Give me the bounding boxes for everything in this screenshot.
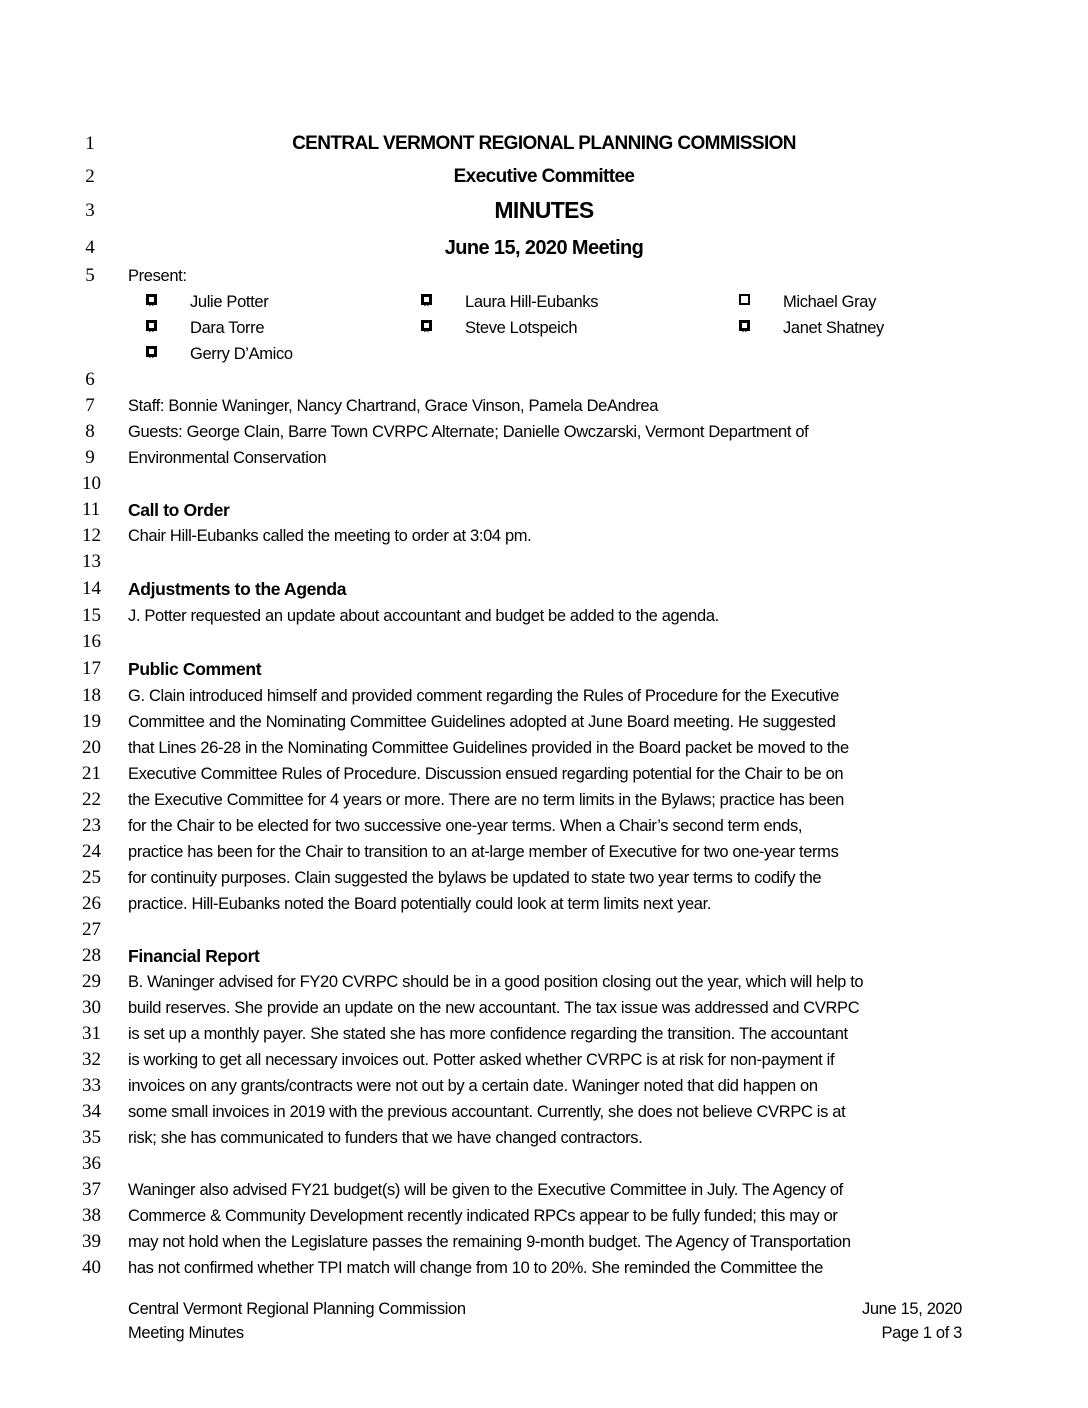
attendee-steve-lotspeich xyxy=(421,315,671,341)
paragraph-line: that Lines 26-28 in the Nominating Committee Guidelines provided in the Board packet be moved to the xyxy=(128,739,849,757)
attendee-gerry-damico xyxy=(146,341,366,367)
checkbox-checked-icon[interactable] xyxy=(421,294,432,305)
paragraph-line: invoices on any grants/contracts were not out by a certain date. Waninger noted that did happen on xyxy=(128,1077,818,1095)
paragraph-line: Executive Committee Rules of Procedure. Discussion ensued regarding potential for the Chair to be on xyxy=(128,765,844,783)
line-14 xyxy=(0,576,1088,602)
line-number: 29 xyxy=(82,971,101,992)
line-13 xyxy=(0,549,1088,575)
paragraph-line: practice. Hill-Eubanks noted the Board potentially could look at term limits next year. xyxy=(128,895,712,913)
line-1 xyxy=(0,131,1088,157)
line-number: 23 xyxy=(82,815,101,836)
line-number: 14 xyxy=(82,578,101,599)
line-number: 15 xyxy=(82,605,101,626)
line-number: 36 xyxy=(82,1153,101,1174)
line-22 xyxy=(0,787,1088,813)
checkbox-checked-icon[interactable] xyxy=(421,320,432,331)
footer-left xyxy=(128,1297,466,1345)
line-number: 3 xyxy=(85,200,95,221)
committee-title: Executive Committee xyxy=(453,166,635,187)
line-29 xyxy=(0,969,1088,995)
checkbox-checked-icon[interactable] xyxy=(146,346,157,357)
line-17 xyxy=(0,656,1088,682)
line-number: 17 xyxy=(82,658,101,679)
attendee-name: Steve Lotspeich xyxy=(465,319,578,337)
checkbox-checked-icon[interactable] xyxy=(146,294,157,305)
attendee-janet-shatney xyxy=(739,315,959,341)
line-18 xyxy=(0,683,1088,709)
line-number: 18 xyxy=(82,685,101,706)
line-number: 38 xyxy=(82,1205,101,1226)
line-4 xyxy=(0,235,1088,261)
line-23 xyxy=(0,813,1088,839)
line-number: 11 xyxy=(82,499,101,520)
meeting-date-title: June 15, 2020 Meeting xyxy=(444,237,644,259)
paragraph-line: for continuity purposes. Clain suggested the bylaws be updated to state two year terms to codify the xyxy=(128,869,822,887)
line-number: 9 xyxy=(85,447,95,468)
line-number: 7 xyxy=(85,395,95,416)
footer-date: June 15, 2020 xyxy=(861,1300,962,1318)
line-6 xyxy=(0,367,1088,393)
line-27 xyxy=(0,917,1088,943)
paragraph-line: Committee and the Nominating Committee Guidelines adopted at June Board meeting. He suggested xyxy=(128,713,836,731)
footer-organization: Central Vermont Regional Planning Commission xyxy=(128,1300,466,1318)
present-label: Present: xyxy=(128,267,187,285)
line-number: 25 xyxy=(82,867,101,888)
section-heading-agenda: Adjustments to the Agenda xyxy=(128,579,347,599)
paragraph-line: the Executive Committee for 4 years or more. There are no term limits in the Bylaws; practice has been xyxy=(128,791,844,809)
line-19 xyxy=(0,709,1088,735)
line-number: 40 xyxy=(82,1257,101,1278)
line-number: 37 xyxy=(82,1179,101,1200)
line-2 xyxy=(0,164,1088,190)
paragraph-line: J. Potter requested an update about accountant and budget be added to the agenda. xyxy=(128,607,719,625)
paragraph-line: is working to get all necessary invoices out. Potter asked whether CVRPC is at risk for non-payment if xyxy=(128,1051,835,1069)
line-number: 6 xyxy=(85,369,95,390)
line-9 xyxy=(0,445,1088,471)
paragraph-line: G. Clain introduced himself and provided comment regarding the Rules of Procedure for the Executive xyxy=(128,687,839,705)
line-38 xyxy=(0,1203,1088,1229)
line-number: 39 xyxy=(82,1231,101,1252)
checkbox-checked-icon[interactable] xyxy=(146,320,157,331)
line-number: 24 xyxy=(82,841,101,862)
line-31 xyxy=(0,1021,1088,1047)
line-number: 20 xyxy=(82,737,101,758)
guests-list-continued: Environmental Conservation xyxy=(128,449,327,467)
paragraph-line: practice has been for the Chair to transition to an at-large member of Executive for two one-year terms xyxy=(128,843,839,861)
line-number: 27 xyxy=(82,919,101,940)
attendee-michael-gray xyxy=(739,289,959,315)
section-heading-financial-report: Financial Report xyxy=(128,946,260,966)
line-26 xyxy=(0,891,1088,917)
paragraph-line: Commerce & Community Development recently indicated RPCs appear to be fully funded; this may or xyxy=(128,1207,838,1225)
line-5 xyxy=(0,263,1088,289)
line-number: 35 xyxy=(82,1127,101,1148)
attendee-name: Julie Potter xyxy=(190,293,269,311)
line-number: 8 xyxy=(85,421,95,442)
line-12 xyxy=(0,523,1088,549)
footer-page-number: Page 1 of 3 xyxy=(881,1324,962,1342)
line-8 xyxy=(0,419,1088,445)
line-number: 32 xyxy=(82,1049,101,1070)
line-number: 10 xyxy=(82,473,101,494)
line-21 xyxy=(0,761,1088,787)
attendee-name: Dara Torre xyxy=(190,319,265,337)
line-39 xyxy=(0,1229,1088,1255)
line-number: 5 xyxy=(85,265,95,286)
line-36 xyxy=(0,1151,1088,1177)
paragraph-line: may not hold when the Legislature passes the remaining 9-month budget. The Agency of Transportation xyxy=(128,1233,851,1251)
line-30 xyxy=(0,995,1088,1021)
line-number: 34 xyxy=(82,1101,101,1122)
line-3 xyxy=(0,198,1088,224)
attendee-name: Laura Hill-Eubanks xyxy=(465,293,599,311)
attendee-laura-hill-eubanks xyxy=(421,289,671,315)
line-33 xyxy=(0,1073,1088,1099)
line-number: 1 xyxy=(85,133,95,154)
footer-doc-type: Meeting Minutes xyxy=(128,1324,244,1342)
section-heading-public-comment: Public Comment xyxy=(128,659,262,679)
paragraph-line: has not confirmed whether TPI match will change from 10 to 20%. She reminded the Committee the xyxy=(128,1259,823,1277)
line-15 xyxy=(0,603,1088,629)
line-24 xyxy=(0,839,1088,865)
line-number: 31 xyxy=(82,1023,101,1044)
paragraph-line: build reserves. She provide an update on the new accountant. The tax issue was addressed and CVRPC xyxy=(128,999,860,1017)
footer-right xyxy=(862,1297,962,1345)
line-28 xyxy=(0,943,1088,969)
line-number: 26 xyxy=(82,893,101,914)
paragraph-line: is set up a monthly payer. She stated she has more confidence regarding the transition. The accountant xyxy=(128,1025,848,1043)
line-number: 16 xyxy=(82,631,101,652)
organization-title: CENTRAL VERMONT REGIONAL PLANNING COMMISSION xyxy=(292,133,796,154)
line-number: 33 xyxy=(82,1075,101,1096)
attendee-julie-potter xyxy=(146,289,366,315)
attendee-name: Gerry D’Amico xyxy=(190,345,293,363)
line-number: 2 xyxy=(85,166,95,187)
attendee-name: Michael Gray xyxy=(783,293,876,311)
line-number: 21 xyxy=(82,763,101,784)
line-number: 4 xyxy=(85,237,95,258)
line-11 xyxy=(0,497,1088,523)
line-40 xyxy=(0,1255,1088,1281)
line-7 xyxy=(0,393,1088,419)
line-number: 19 xyxy=(82,711,101,732)
checkbox-unchecked-icon[interactable] xyxy=(739,294,750,305)
paragraph-line: some small invoices in 2019 with the previous accountant. Currently, she does not believe CVRPC is at xyxy=(128,1103,846,1121)
line-16 xyxy=(0,629,1088,655)
line-number: 22 xyxy=(82,789,101,810)
paragraph-line: Waninger also advised FY21 budget(s) will be given to the Executive Committee in July. The Agency of xyxy=(128,1181,843,1199)
line-34 xyxy=(0,1099,1088,1125)
checkbox-checked-icon[interactable] xyxy=(739,320,750,331)
paragraph-line: Chair Hill-Eubanks called the meeting to order at 3:04 pm. xyxy=(128,527,532,545)
paragraph-line: B. Waninger advised for FY20 CVRPC should be in a good position closing out the year, which will help to xyxy=(128,973,864,991)
attendee-dara-torre xyxy=(146,315,366,341)
line-number: 13 xyxy=(82,551,101,572)
section-heading-call-to-order: Call to Order xyxy=(128,500,230,520)
doc-type-title: MINUTES xyxy=(494,197,594,223)
line-number: 30 xyxy=(82,997,101,1018)
line-number: 28 xyxy=(82,945,101,966)
staff-list: Staff: Bonnie Waninger, Nancy Chartrand, Grace Vinson, Pamela DeAndrea xyxy=(128,397,659,415)
line-37 xyxy=(0,1177,1088,1203)
line-32 xyxy=(0,1047,1088,1073)
line-35 xyxy=(0,1125,1088,1151)
attendee-name: Janet Shatney xyxy=(783,319,884,337)
paragraph-line: risk; she has communicated to funders that we have changed contractors. xyxy=(128,1129,643,1147)
line-25 xyxy=(0,865,1088,891)
guests-list: Guests: George Clain, Barre Town CVRPC Alternate; Danielle Owczarski, Vermont Department of xyxy=(128,423,809,441)
line-number: 12 xyxy=(82,525,101,546)
line-20 xyxy=(0,735,1088,761)
paragraph-line: for the Chair to be elected for two successive one-year terms. When a Chair’s second term ends, xyxy=(128,817,803,835)
line-10 xyxy=(0,471,1088,497)
